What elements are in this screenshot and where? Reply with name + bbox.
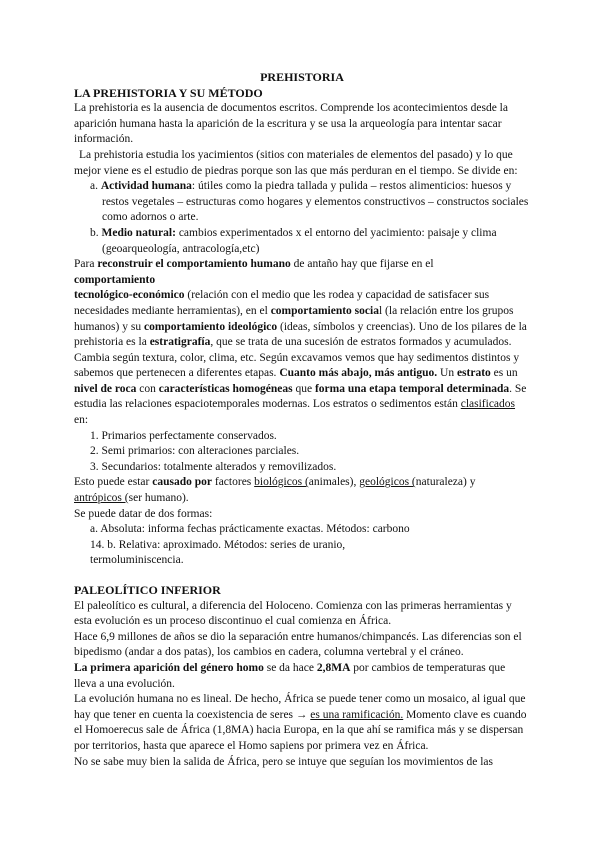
list-item: termoluminiscencia. <box>90 554 184 567</box>
document-page <box>74 70 530 770</box>
list-item: a. Absoluta: informa fechas prácticamente exactas. Métodos: carbono <box>90 523 410 536</box>
list-item: 1. Primarios perfectamente conservados. <box>90 429 277 442</box>
paragraph: Para reconstruir el comportamiento humano de antaño hay que fijarse en el comportamiento tecnológico-económico (relación con el medio que les rodea y capacidad de satisfacer sus necesidades mediante herramientas), en el comportamiento social (la relación entre los grupos <box>74 258 514 317</box>
paragraph: humanos) y su comportamiento ideológico (ideas, símbolos y creencias). Uno de los pilares de la prehistoria es la estratigrafía, que se trata de una sucesión de estratos formados y acumulados. Cambia según textura, color, clima, etc. Según excavamos vemos que hay sedimentos distintos y sabemos que pertenecen a diferentes etapas. Cuanto más abajo, más antiguo. Un estrato es un nivel de roca con características homogéneas que forma una etapa temporal determinada. Se estudia las relaciones espaciotemporales modernas. Los estratos o sedimentos están clasificados en: <box>74 320 527 427</box>
paragraph: El paleolítico es cultural, a diferencia del Holoceno. Comienza con las primeras herramientas y esta evolución es un proceso discontinuo el cual comienza en África. <box>74 599 512 628</box>
list-item: 3. Secundarios: totalmente alterados y removilizados. <box>90 460 337 473</box>
list-item: 2. Semi primarios: con alteraciones parciales. <box>90 445 300 458</box>
list-item: b. Medio natural: cambios experimentados x el entorno del yacimiento: paisaje y clima (geoarqueología, antracología,etc) <box>90 226 497 255</box>
paragraph: No se sabe muy bien la salida de África, pero se intuye que seguían los movimientos de las <box>74 755 494 768</box>
paragraph: La prehistoria es la ausencia de documentos escritos. Comprende los acontecimientos desde la aparición humana hasta la aparición de la escritura y se usa la arqueología para intentar sacar información. <box>74 102 508 146</box>
paragraph: Se puede datar de dos formas: <box>74 507 213 520</box>
paragraph: La evolución humana no es lineal. De hecho, África se puede tener como un mosaico, al igual que hay que tener en cuenta la coexistencia de seres → es una ramificación. Momento clave es cuando el Homoerecus sale de África (1,8MA) hacia Europa, en la que ahí se ramifica más y se dispersan por territorios, hasta que aparece el Homo sapiens por primera vez en África. <box>74 693 527 752</box>
paragraph: Esto puede estar causado por factores biológicos (animales), geológicos (naturaleza) y antrópicos (ser humano). <box>74 476 476 505</box>
section-heading-method: LA PREHISTORIA Y SU MÉTODO <box>74 85 263 100</box>
paragraph: La prehistoria estudia los yacimientos (sitios con materiales de elementos del pasado) y lo que mejor viene es el estudio de piedras porque son las que más perduran en el tiempo. Se divide en: <box>74 148 518 177</box>
list-item: 14. b. Relativa: aproximado. Métodos: series de uranio, <box>90 538 346 551</box>
section-gap <box>74 569 530 583</box>
section-heading-paleolithic: PALEOLÍTICO INFERIOR <box>74 583 221 597</box>
paragraph: La primera aparición del género homo se da hace 2,8MA por cambios de temperaturas que lleva a una evolución. <box>74 661 506 690</box>
list-item: a. Actividad humana: útiles como la piedra tallada y pulida – restos alimenticios: huesos y restos vegetales – estructuras como hogares y elementos constructivos – constructos sociales como adornos o arte. <box>90 180 529 224</box>
paragraph: Hace 6,9 millones de años se dio la separación entre humanos/chimpancés. Las diferencias son el bipedismo (andar a dos patas), los cambios en cadera, columna vertebral y el cráneo. <box>74 630 522 659</box>
document-title: PREHISTORIA <box>260 70 344 84</box>
